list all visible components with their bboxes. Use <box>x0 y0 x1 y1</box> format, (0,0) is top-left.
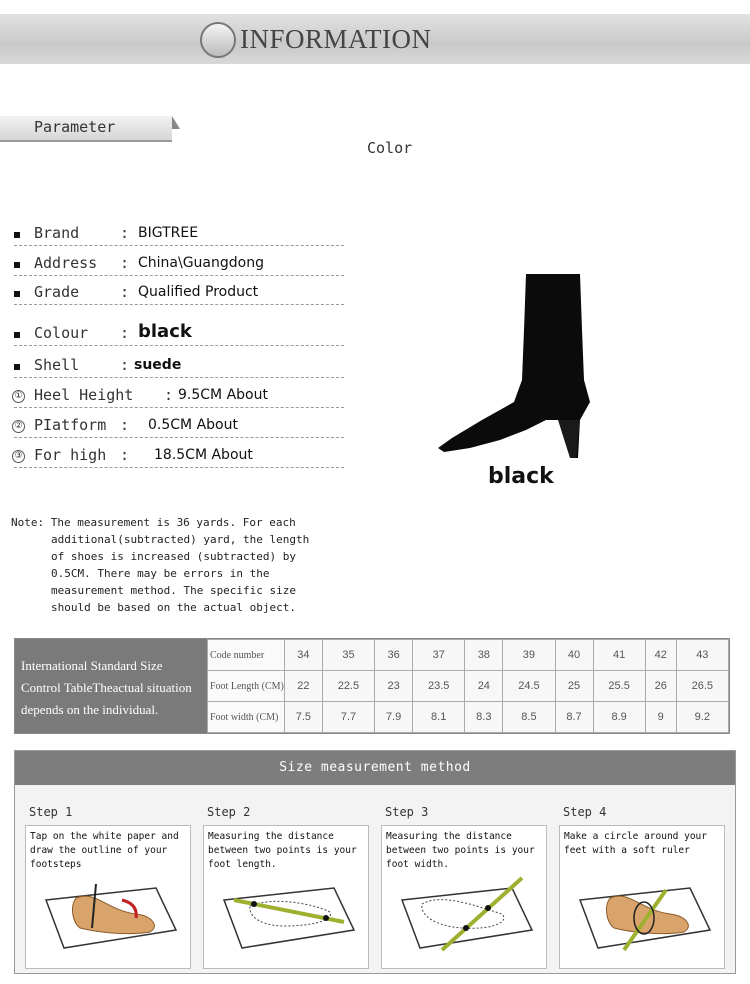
foot-outline-illustration <box>36 870 182 960</box>
bullet-icon <box>14 364 20 370</box>
spec-separator: : <box>120 224 130 242</box>
foot-circle-illustration <box>570 870 716 960</box>
spec-value: China\Guangdong <box>138 255 264 271</box>
size-cell: 35 <box>322 640 374 671</box>
size-intro-line: Control TableTheactual situation <box>21 680 192 695</box>
size-cell: 43 <box>676 640 728 671</box>
product-image-boot <box>430 270 610 460</box>
spec-key: PIatform <box>34 416 107 434</box>
spec-key: For high <box>34 446 107 464</box>
product-caption: black <box>488 464 554 489</box>
circle-icon <box>200 22 236 58</box>
foot-width-illustration <box>392 870 538 960</box>
size-cell: 41 <box>593 640 645 671</box>
spec-value: BIGTREE <box>138 225 199 241</box>
bullet-icon <box>14 262 20 268</box>
spec-value: suede <box>134 357 182 373</box>
parameter-tab <box>0 116 172 142</box>
spec-row-brand <box>14 224 344 246</box>
note-line: additional(subtracted) yard, the length <box>51 533 310 546</box>
size-row-label: Code number <box>208 640 285 671</box>
spec-separator: : <box>120 254 130 272</box>
color-heading: Color <box>367 139 413 157</box>
measurement-note <box>11 514 309 616</box>
size-cell: 24.5 <box>503 671 555 702</box>
size-row-label: Foot width (CM) <box>208 702 285 733</box>
note-line: Note: The measurement is 36 yards. For each <box>11 516 296 529</box>
spec-key: Address <box>34 254 98 272</box>
size-cell: 7.7 <box>322 702 374 733</box>
circled-number-icon: ① <box>12 390 25 403</box>
spec-value: 18.5CM About <box>154 447 253 463</box>
size-cell: 22.5 <box>322 671 374 702</box>
bullet-icon <box>14 291 20 297</box>
size-grid <box>207 639 729 733</box>
note-line: of shoes is increased (subtracted) by <box>51 550 297 563</box>
step-1 <box>19 801 193 969</box>
size-cell: 8.5 <box>503 702 555 733</box>
circled-number-icon: ② <box>12 420 25 433</box>
page-title: INFORMATION <box>240 24 432 54</box>
measurement-section <box>14 750 736 974</box>
size-cell: 7.5 <box>284 702 322 733</box>
spec-row-for-high <box>14 446 344 468</box>
size-cell: 42 <box>645 640 676 671</box>
spec-row-heel-height <box>14 386 344 408</box>
header-banner <box>0 14 750 64</box>
size-cell: 25.5 <box>593 671 645 702</box>
spec-key: Heel Height <box>34 386 134 404</box>
step-description: Measuring the distance between two points is your foot length. <box>208 831 357 870</box>
size-cell: 38 <box>465 640 503 671</box>
note-line: should be based on the actual object. <box>51 601 297 614</box>
bullet-icon <box>14 232 20 238</box>
spec-separator: : <box>164 386 174 404</box>
size-row <box>208 671 729 702</box>
size-cell: 26.5 <box>676 671 728 702</box>
spec-key: Grade <box>34 283 80 301</box>
size-cell: 8.9 <box>593 702 645 733</box>
step-card <box>25 825 191 969</box>
size-cell: 9.2 <box>676 702 728 733</box>
spec-value: 0.5CM About <box>148 417 238 433</box>
size-cell: 39 <box>503 640 555 671</box>
step-label: Step 3 <box>385 805 429 819</box>
step-description: Tap on the white paper and draw the outline of your footsteps <box>30 831 179 870</box>
step-label: Step 4 <box>563 805 607 819</box>
spec-value: black <box>138 321 192 342</box>
step-card <box>559 825 725 969</box>
step-label: Step 1 <box>29 805 73 819</box>
measurement-title: Size measurement method <box>15 751 735 785</box>
size-cell: 7.9 <box>375 702 413 733</box>
spec-separator: : <box>120 416 130 434</box>
size-cell: 8.3 <box>465 702 503 733</box>
step-2 <box>197 801 371 969</box>
size-cell: 22 <box>284 671 322 702</box>
circled-number-icon: ③ <box>12 450 25 463</box>
step-description: Make a circle around your feet with a soft ruler <box>564 831 707 856</box>
step-3 <box>375 801 549 969</box>
foot-length-illustration <box>214 870 360 960</box>
size-row <box>208 640 729 671</box>
spec-value: Qualified Product <box>138 284 259 300</box>
size-cell: 8.1 <box>413 702 465 733</box>
size-cell: 26 <box>645 671 676 702</box>
spec-separator: : <box>120 324 130 342</box>
size-cell: 9 <box>645 702 676 733</box>
size-cell: 23 <box>375 671 413 702</box>
spec-value: 9.5CM About <box>178 387 268 403</box>
step-description: Measuring the distance between two points is your foot width. <box>386 831 535 870</box>
step-label: Step 2 <box>207 805 251 819</box>
spec-separator: : <box>120 446 130 464</box>
size-cell: 8.7 <box>555 702 593 733</box>
bullet-icon <box>14 332 20 338</box>
size-row-label: Foot Length (CM) <box>208 671 285 702</box>
size-table <box>14 638 730 734</box>
spec-separator: : <box>120 356 130 374</box>
step-card <box>381 825 547 969</box>
note-line: 0.5CM. There may be errors in the <box>51 567 270 580</box>
spec-separator: : <box>120 283 130 301</box>
size-cell: 24 <box>465 671 503 702</box>
parameter-label: Parameter <box>34 118 116 136</box>
spec-row-address <box>14 254 344 276</box>
step-card <box>203 825 369 969</box>
spec-row-shell <box>14 356 344 378</box>
spec-key: Colour <box>34 324 89 342</box>
size-cell: 34 <box>284 640 322 671</box>
size-cell: 37 <box>413 640 465 671</box>
size-intro-line: International Standard Size <box>21 658 163 673</box>
spec-row-colour <box>14 321 344 346</box>
spec-key: Shell <box>34 356 80 374</box>
tab-notch-icon <box>172 116 180 129</box>
size-row <box>208 702 729 733</box>
size-cell: 23.5 <box>413 671 465 702</box>
size-cell: 40 <box>555 640 593 671</box>
spec-row-piatform <box>14 416 344 438</box>
size-intro-line: depends on the individual. <box>21 702 159 717</box>
size-cell: 25 <box>555 671 593 702</box>
size-cell: 36 <box>375 640 413 671</box>
spec-row-grade <box>14 283 344 305</box>
step-4 <box>553 801 727 969</box>
spec-key: Brand <box>34 224 80 242</box>
note-line: measurement method. The specific size <box>51 584 297 597</box>
size-table-intro <box>15 639 207 733</box>
